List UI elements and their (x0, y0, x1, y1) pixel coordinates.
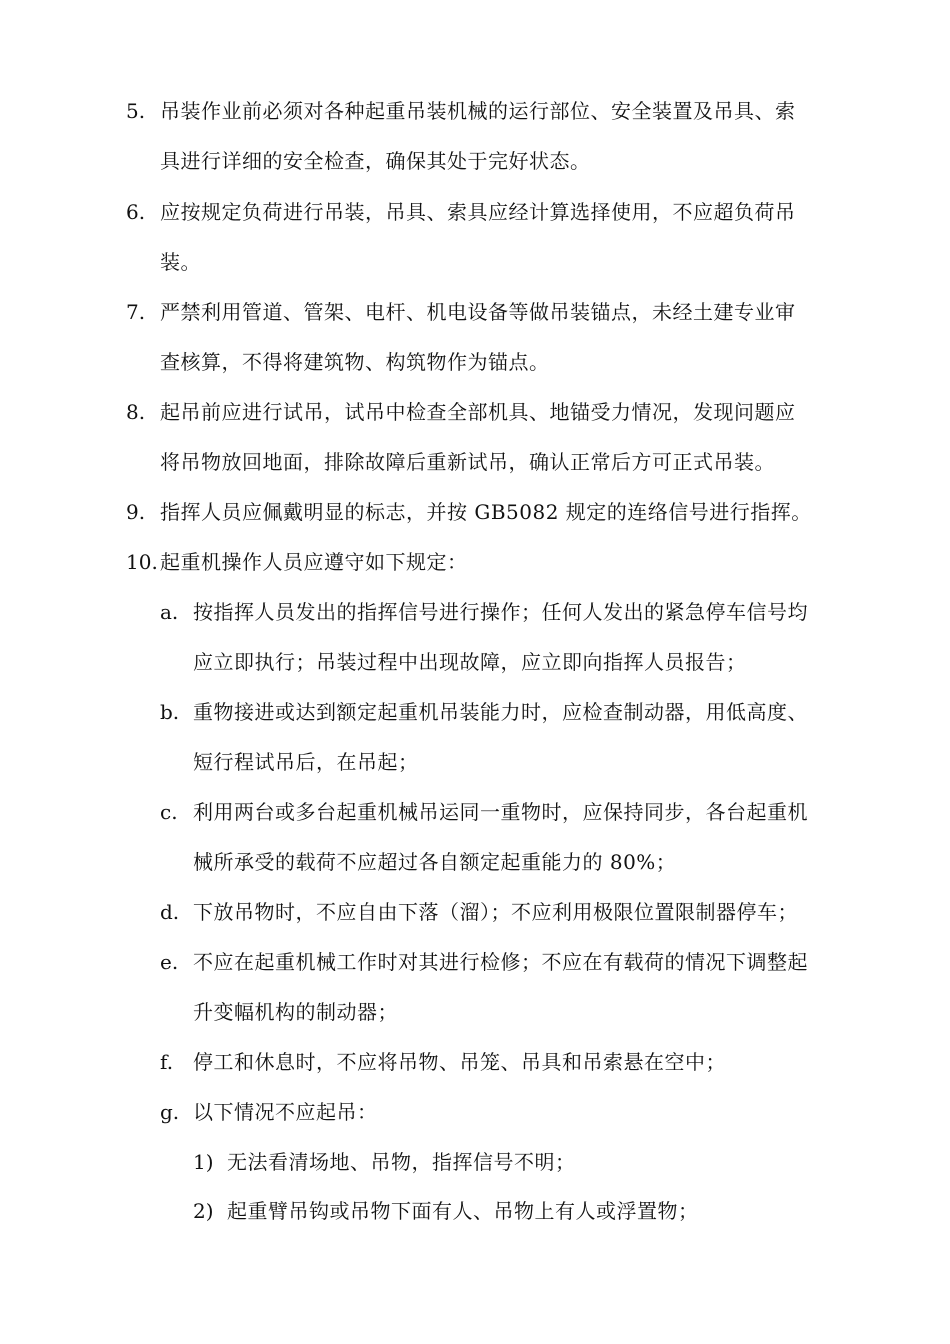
subitem-text-line: 停工和休息时，不应将吊物、吊笼、吊具和吊索悬在空中； (193, 1050, 726, 1074)
item-text-line: 严禁利用管道、管架、电杆、机电设备等做吊装锚点，未经土建专业审 (160, 300, 796, 324)
item-number: 6. (126, 200, 146, 224)
item-number: 9. (126, 500, 146, 524)
subitem-letter: g. (160, 1100, 180, 1124)
subitem-text-line: 升变幅机构的制动器； (193, 1000, 398, 1024)
subitem-letter: d. (160, 900, 180, 924)
item-text-line: 将吊物放回地面，排除故障后重新试吊，确认正常后方可正式吊装。 (160, 450, 775, 474)
item-number: 5. (126, 99, 146, 123)
item-text-line: 吊装作业前必须对各种起重吊装机械的运行部位、安全装置及吊具、索 (160, 99, 796, 123)
subitem-text-line: 以下情况不应起吊： (193, 1100, 378, 1124)
item-text-line: 查核算，不得将建筑物、构筑物作为锚点。 (160, 350, 550, 374)
subitem-letter: c. (160, 800, 178, 824)
subitem-text-line: 重物接进或达到额定起重机吊装能力时，应检查制动器，用低高度、 (193, 700, 808, 724)
subitem-text-line: 不应在起重机械工作时对其进行检修；不应在有载荷的情况下调整起 (193, 950, 808, 974)
item-text-line: 指挥人员应佩戴明显的标志，并按 GB5082 规定的连络信号进行指挥。 (160, 500, 812, 524)
subitem-text-line: 利用两台或多台起重机械吊运同一重物时，应保持同步，各台起重机 (193, 800, 808, 824)
subsubitem-text-line: 无法看清场地、吊物，指挥信号不明； (227, 1150, 576, 1174)
item-text-line: 起重机操作人员应遵守如下规定： (160, 550, 468, 574)
subitem-letter: f. (160, 1050, 174, 1074)
subitem-text-line: 应立即执行；吊装过程中出现故障，应立即向指挥人员报告； (193, 650, 747, 674)
item-text-line: 具进行详细的安全检查，确保其处于完好状态。 (160, 149, 591, 173)
subsubitem-number: 1) (193, 1150, 214, 1174)
subitem-letter: e. (160, 950, 179, 974)
item-number: 7. (126, 300, 146, 324)
subitem-text-line: 下放吊物时，不应自由下落（溜）；不应利用极限位置限制器停车； (193, 900, 798, 924)
subitem-letter: a. (160, 600, 179, 624)
item-text-line: 装。 (160, 250, 201, 274)
item-number: 8. (126, 400, 146, 424)
subitem-text-line: 械所承受的载荷不应超过各自额定起重能力的 80%； (193, 850, 677, 874)
subitem-letter: b. (160, 700, 180, 724)
item-text-line: 应按规定负荷进行吊装，吊具、索具应经计算选择使用，不应超负荷吊 (160, 200, 796, 224)
item-number: 10. (126, 550, 158, 574)
item-text-line: 起吊前应进行试吊，试吊中检查全部机具、地锚受力情况，发现问题应 (160, 400, 796, 424)
subitem-text-line: 短行程试吊后，在吊起； (193, 750, 419, 774)
subsubitem-number: 2) (193, 1199, 214, 1223)
subsubitem-text-line: 起重臂吊钩或吊物下面有人、吊物上有人或浮置物； (227, 1199, 699, 1223)
subitem-text-line: 按指挥人员发出的指挥信号进行操作；任何人发出的紧急停车信号均 (193, 600, 808, 624)
